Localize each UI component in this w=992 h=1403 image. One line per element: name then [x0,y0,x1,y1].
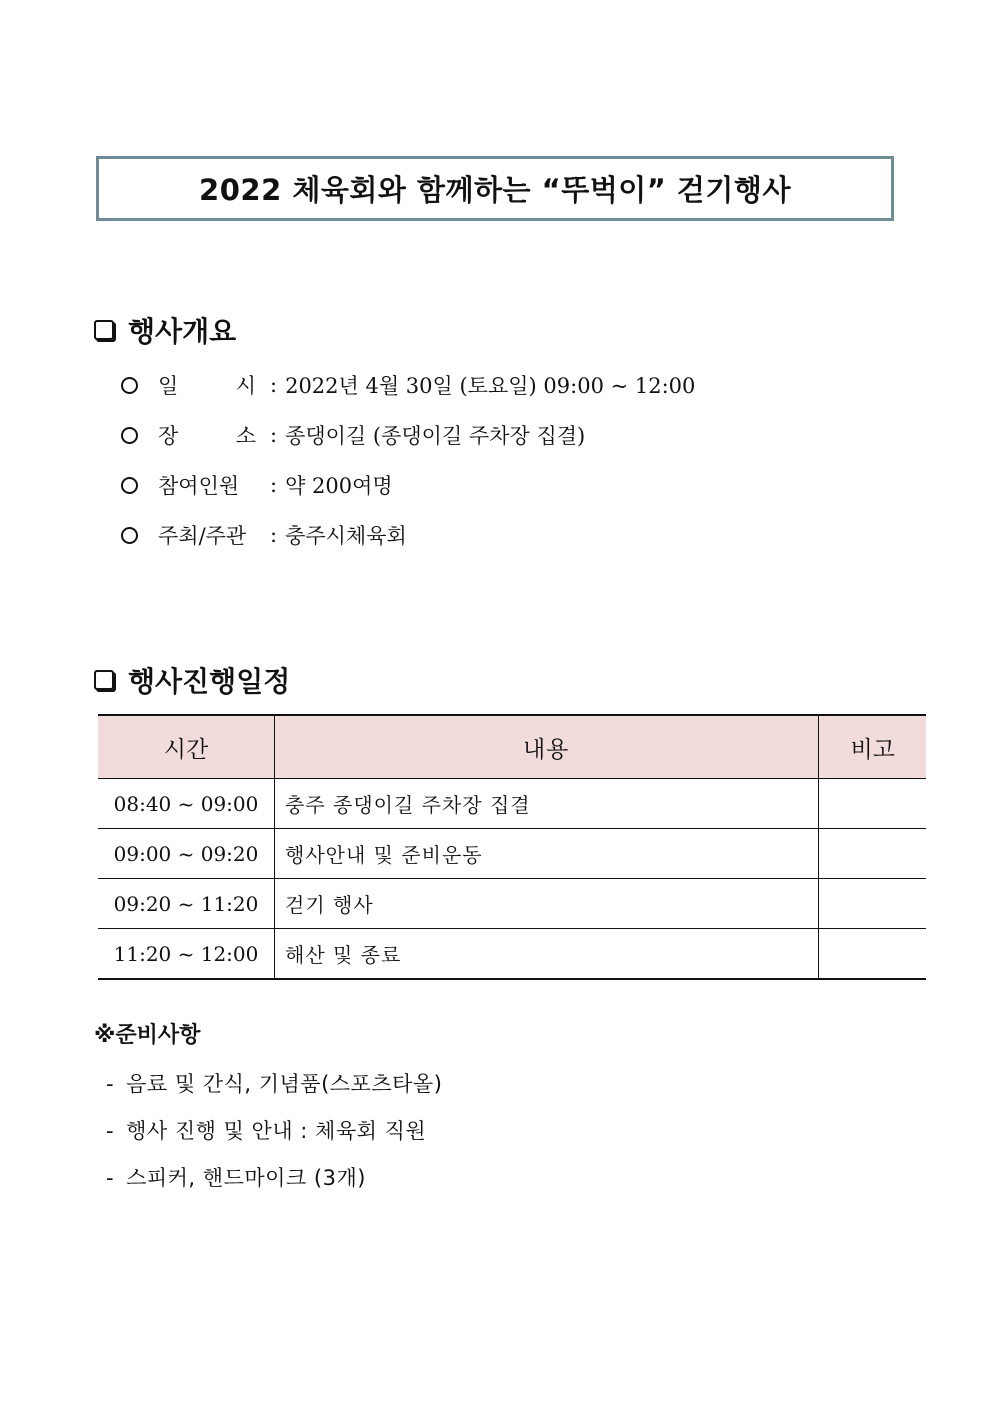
overview-label-last: 시 [235,374,256,398]
preparation-item: - 행사 진행 및 안내 : 체육회 직원 [106,1119,427,1143]
schedule-heading [94,660,290,700]
document-title: 2022 체육회와 함께하는 “뚜벅이” 걷기행사 [199,173,791,207]
overview-value: 종댕이길 (종댕이길 주차장 집결) [285,424,586,448]
preparation-item-text: 음료 및 간식, 기념품(스포츠타올) [126,1072,443,1096]
schedule-table [98,714,926,980]
preparation-heading: ※준비사항 [94,1023,201,1048]
table-row [98,829,926,879]
circle-bullet-icon [121,427,138,444]
circle-bullet-icon [121,527,138,544]
table-row [98,779,926,829]
circle-bullet-icon [121,477,138,494]
overview-label-first: 일 [158,374,179,398]
cell-content: 충주 종댕이길 주차장 집결 [275,779,819,829]
overview-label-last: 소 [235,424,256,448]
cell-note [819,879,926,929]
overview-heading [94,310,236,350]
overview-value: 2022년 4월 30일 (토요일) 09:00 ~ 12:00 [285,374,696,398]
cell-note [819,779,926,829]
column-header-time: 시간 [98,715,275,779]
checkbox-icon [94,670,114,690]
overview-item-participants: 참여인원 : 약 200여명 [121,470,393,500]
cell-note [819,829,926,879]
overview-label-first: 장 [158,424,179,448]
cell-note [819,929,926,980]
checkbox-icon [94,320,114,340]
preparation-item: - 스피커, 핸드마이크 (3개) [106,1166,366,1190]
cell-content: 해산 및 종료 [275,929,819,980]
overview-item-place: 장 소 : 종댕이길 (종댕이길 주차장 집결) [121,420,585,450]
column-header-content: 내용 [275,715,819,779]
table-header-row [98,715,926,779]
overview-value: 충주시체육회 [285,524,407,548]
cell-content: 걷기 행사 [275,879,819,929]
column-header-note: 비고 [819,715,926,779]
overview-item-host: 주최/주관 : 충주시체육회 [121,520,407,550]
cell-time: 09:00 ~ 09:20 [98,829,275,879]
cell-time: 11:20 ~ 12:00 [98,929,275,980]
overview-item-date: 일 시 : 2022년 4월 30일 (토요일) 09:00 ~ 12:00 [121,370,695,400]
overview-value: 약 200여명 [285,474,393,498]
cell-time: 09:20 ~ 11:20 [98,879,275,929]
cell-time: 08:40 ~ 09:00 [98,779,275,829]
preparation-item-text: 스피커, 핸드마이크 (3개) [126,1166,366,1190]
document-title-box [96,156,894,221]
overview-heading-label: 행사개요 [128,315,237,348]
table-row [98,879,926,929]
preparation-item: - 음료 및 간식, 기념품(스포츠타올) [106,1072,443,1096]
circle-bullet-icon [121,377,138,394]
overview-label: 주최/주관 [158,524,247,548]
overview-label: 참여인원 [158,474,240,498]
table-row [98,929,926,980]
schedule-heading-label: 행사진행일정 [128,665,291,698]
preparation-item-text: 행사 진행 및 안내 : 체육회 직원 [126,1119,427,1143]
cell-content: 행사안내 및 준비운동 [275,829,819,879]
